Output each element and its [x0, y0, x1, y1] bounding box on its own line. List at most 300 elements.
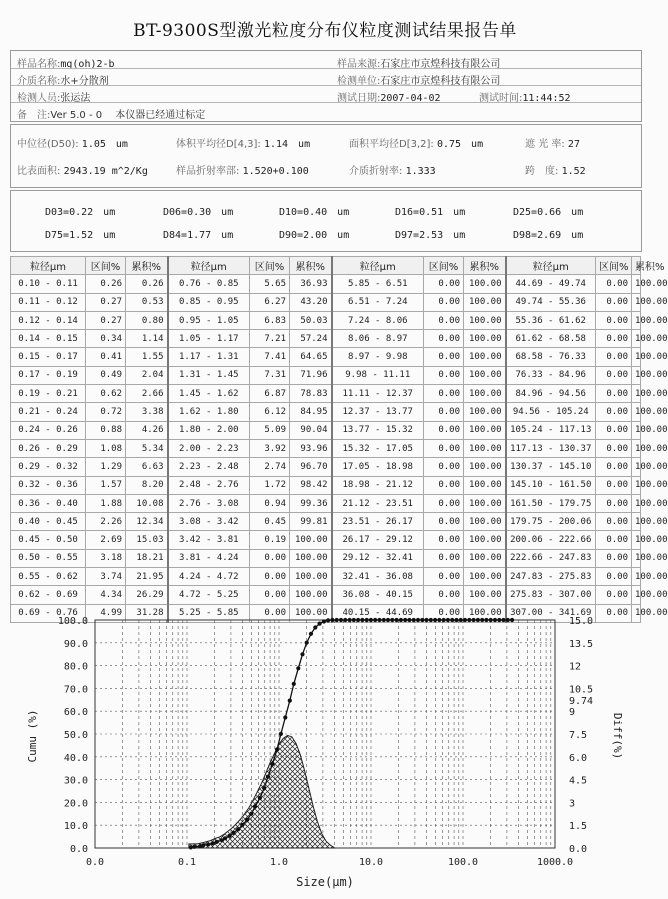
table-row	[11, 366, 641, 384]
cumulative-point	[454, 618, 458, 622]
size-range-cell: 0.10 - 0.11	[11, 275, 86, 293]
y2-tick-label: 12	[569, 661, 582, 673]
interval-percent-cell: 0.00	[424, 275, 464, 293]
cumulative-point	[305, 641, 309, 645]
size-range-cell: 49.74 - 55.36	[506, 293, 596, 311]
cumulative-point	[189, 845, 193, 849]
size-range-cell: 2.76 - 3.08	[168, 494, 250, 512]
size-range-cell: 0.12 - 0.14	[11, 311, 86, 329]
interval-percent-cell: 0.00	[596, 458, 632, 476]
cumulative-percent-cell: 100.00	[464, 330, 506, 348]
size-range-cell: 0.76 - 0.85	[168, 275, 250, 293]
size-range-cell: 0.95 - 1.05	[168, 311, 250, 329]
cumulative-point	[215, 840, 219, 844]
cumulative-point	[206, 842, 210, 846]
percentile-box	[10, 190, 642, 252]
cumulative-percent-cell: 100.00	[464, 439, 506, 457]
cumulative-point	[373, 618, 377, 622]
y2-tick-label: 9.74	[569, 695, 594, 707]
interval-percent-cell: 0.00	[424, 385, 464, 403]
x-tick-label: 1000.0	[536, 857, 574, 868]
cumulative-point	[429, 618, 433, 622]
percentile-value: 0.51 um	[419, 207, 466, 218]
size-range-cell: 0.45 - 0.50	[11, 531, 86, 549]
cumulative-percent-cell: 15.03	[126, 531, 168, 549]
size-range-cell: 8.97 - 9.98	[332, 348, 424, 366]
cumulative-percent-cell: 43.20	[290, 293, 332, 311]
interval-percent-cell: 0.00	[424, 311, 464, 329]
d50-stat	[17, 135, 128, 150]
header-cumulative: 累积%	[632, 257, 641, 275]
y-tick-label: 30.0	[63, 775, 88, 787]
size-range-cell: 130.37 - 145.10	[506, 458, 596, 476]
interval-percent-cell: 0.00	[424, 403, 464, 421]
percentile-value: 1.77 um	[187, 230, 234, 241]
diff-distribution-area	[189, 735, 335, 848]
size-range-cell: 29.12 - 32.41	[332, 549, 424, 567]
cumulative-percent-cell: 100.00	[464, 476, 506, 494]
size-range-cell: 8.06 - 8.97	[332, 330, 424, 348]
interval-percent-cell: 0.00	[596, 586, 632, 604]
ssa-stat	[17, 162, 148, 177]
cumulative-percent-cell: 100.00	[464, 604, 506, 622]
interval-percent-cell: 0.00	[424, 366, 464, 384]
cumulative-percent-cell: 100.00	[464, 586, 506, 604]
d32-label: 面积平均径D[3,2]:	[349, 139, 434, 150]
interval-percent-cell: 0.00	[424, 586, 464, 604]
test-unit: 石家庄市京煌科技有限公司	[380, 76, 501, 87]
table-row	[11, 476, 641, 494]
size-range-cell: 17.05 - 18.98	[332, 458, 424, 476]
cumulative-percent-cell: 100.00	[632, 549, 641, 567]
percentile-d03	[45, 203, 115, 218]
span-stat	[525, 162, 586, 177]
cumulative-point	[463, 618, 467, 622]
header-size: 粒径μm	[506, 257, 596, 275]
interval-percent-cell: 3.74	[86, 568, 126, 586]
cumulative-percent-cell: 99.36	[290, 494, 332, 512]
cumulative-percent-cell: 98.42	[290, 476, 332, 494]
y2-tick-label: 0.0	[569, 844, 588, 855]
y2-tick-label: 9	[569, 707, 576, 719]
cumulative-percent-cell: 100.00	[290, 568, 332, 586]
size-range-cell: 44.69 - 49.74	[506, 275, 596, 293]
cumulative-point	[201, 843, 205, 847]
size-range-cell: 1.62 - 1.80	[168, 403, 250, 421]
size-range-cell: 2.00 - 2.23	[168, 439, 250, 457]
cumulative-percent-cell: 100.00	[290, 549, 332, 567]
interval-percent-cell: 0.00	[424, 513, 464, 531]
size-range-cell: 40.15 - 44.69	[332, 604, 424, 622]
span-label: 跨 度:	[525, 166, 559, 177]
cumulative-point	[420, 618, 424, 622]
cumulative-percent-cell: 100.00	[290, 531, 332, 549]
percentile-d98	[513, 226, 583, 241]
size-range-cell: 26.17 - 29.12	[332, 531, 424, 549]
size-range-cell: 11.11 - 12.37	[332, 385, 424, 403]
interval-percent-cell: 0.62	[86, 385, 126, 403]
cumulative-point	[296, 666, 300, 670]
cumulative-percent-cell: 100.00	[464, 421, 506, 439]
table-header-row	[11, 257, 641, 275]
sample-source-label: 样品来源:	[337, 59, 381, 70]
cumulative-percent-cell: 100.00	[632, 385, 641, 403]
obscuration-stat	[525, 135, 580, 150]
y2-tick-label: 13.5	[569, 638, 594, 650]
cumulative-percent-cell: 0.53	[126, 293, 168, 311]
cumulative-percent-cell: 100.00	[464, 458, 506, 476]
cumulative-percent-cell: 100.00	[632, 275, 641, 293]
percentile-label: D03=	[45, 207, 70, 218]
cumulative-percent-cell: 96.70	[290, 458, 332, 476]
ssa-value: 2943.19 m^2/Kg	[63, 166, 148, 177]
cumulative-point	[266, 775, 270, 779]
size-range-cell: 94.56 - 105.24	[506, 403, 596, 421]
size-range-cell: 0.36 - 0.40	[11, 494, 86, 512]
cumulative-point	[476, 618, 480, 622]
cumulative-percent-cell: 8.20	[126, 476, 168, 494]
cumulative-percent-cell: 99.81	[290, 513, 332, 531]
d32-stat	[349, 135, 483, 150]
d32-value: 0.75 um	[436, 139, 484, 150]
percentile-value: 2.53 um	[419, 230, 466, 241]
size-range-cell: 1.80 - 2.00	[168, 421, 250, 439]
interval-percent-cell: 0.00	[250, 549, 290, 567]
tester: 张运法	[60, 93, 91, 104]
interval-percent-cell: 3.18	[86, 549, 126, 567]
cumulative-percent-cell: 2.66	[126, 385, 168, 403]
percentile-label: D16=	[395, 207, 420, 218]
table-row	[11, 513, 641, 531]
interval-percent-cell: 0.00	[596, 275, 632, 293]
size-range-cell: 0.15 - 0.17	[11, 348, 86, 366]
interval-percent-cell: 0.00	[424, 568, 464, 586]
cumulative-point	[424, 618, 428, 622]
cumulative-percent-cell: 50.03	[290, 311, 332, 329]
cumulative-point	[377, 618, 381, 622]
cumulative-point	[356, 618, 360, 622]
interval-percent-cell: 0.00	[596, 348, 632, 366]
cumulative-point	[335, 618, 339, 622]
y-tick-label: 70.0	[63, 684, 88, 696]
size-range-cell: 0.32 - 0.36	[11, 476, 86, 494]
cumulative-percent-cell: 100.00	[632, 458, 641, 476]
cumulative-point	[493, 618, 497, 622]
cumulative-percent-cell: 100.00	[632, 513, 641, 531]
cumulative-point	[459, 618, 463, 622]
cumulative-percent-cell: 100.00	[464, 549, 506, 567]
cumulative-point	[249, 812, 253, 816]
cumulative-point	[227, 834, 231, 838]
y-axis-label: Cumu (%)	[26, 709, 39, 763]
header-size: 粒径μm	[332, 257, 424, 275]
sample-name-label: 样品名称:	[17, 59, 61, 70]
cumulative-percent-cell: 100.00	[632, 348, 641, 366]
size-range-cell: 0.50 - 0.55	[11, 549, 86, 567]
interval-percent-cell: 0.88	[86, 421, 126, 439]
cumulative-point	[283, 715, 287, 719]
cumulative-percent-cell: 36.93	[290, 275, 332, 293]
size-range-cell: 13.77 - 15.32	[332, 421, 424, 439]
sample-ri-stat	[176, 162, 309, 177]
percentile-d97	[395, 226, 465, 241]
y2-tick-label: 15.0	[569, 616, 594, 627]
interval-percent-cell: 0.49	[86, 366, 126, 384]
size-range-cell: 117.13 - 130.37	[506, 439, 596, 457]
cumulative-percent-cell: 0.80	[126, 311, 168, 329]
cumulative-point	[407, 618, 411, 622]
size-range-cell: 2.23 - 2.48	[168, 458, 250, 476]
cumulative-point	[352, 618, 356, 622]
distribution-table	[10, 256, 668, 623]
size-range-cell: 161.50 - 179.75	[506, 494, 596, 512]
size-range-cell: 0.17 - 0.19	[11, 366, 86, 384]
header-interval: 区间%	[424, 257, 464, 275]
cumulative-point	[270, 762, 274, 766]
cumulative-percent-cell: 64.65	[290, 348, 332, 366]
percentile-value: 2.00 um	[303, 230, 350, 241]
tester-label: 检测人员:	[17, 93, 61, 104]
percentile-value: 0.22 um	[69, 207, 116, 218]
cumulative-percent-cell: 100.00	[464, 494, 506, 512]
size-range-cell: 68.58 - 76.33	[506, 348, 596, 366]
size-range-cell: 0.40 - 0.45	[11, 513, 86, 531]
percentile-label: D06=	[163, 207, 188, 218]
cumulative-point	[510, 618, 514, 622]
interval-percent-cell: 0.00	[424, 293, 464, 311]
percentile-value: 0.30 um	[187, 207, 234, 218]
size-range-cell: 3.08 - 3.42	[168, 513, 250, 531]
interval-percent-cell: 2.74	[250, 458, 290, 476]
interval-percent-cell: 1.88	[86, 494, 126, 512]
table-row	[11, 549, 641, 567]
size-range-cell: 23.51 - 26.17	[332, 513, 424, 531]
interval-percent-cell: 0.00	[596, 385, 632, 403]
size-range-cell: 0.62 - 0.69	[11, 586, 86, 604]
sample-name: mg(oh)2-b	[60, 59, 115, 70]
span-value: 1.52	[561, 166, 586, 177]
table-row	[11, 385, 641, 403]
size-range-cell: 5.85 - 6.51	[332, 275, 424, 293]
obscuration-label: 遮 光 率:	[525, 139, 565, 150]
interval-percent-cell: 0.26	[86, 275, 126, 293]
cumulative-point	[240, 823, 244, 827]
cumulative-point	[231, 831, 235, 835]
cumulative-point	[348, 618, 352, 622]
interval-percent-cell: 0.00	[424, 439, 464, 457]
cumulative-point	[253, 804, 257, 808]
size-range-cell: 55.36 - 61.62	[506, 311, 596, 329]
interval-percent-cell: 0.00	[250, 568, 290, 586]
interval-percent-cell: 5.65	[250, 275, 290, 293]
size-range-cell: 7.24 - 8.06	[332, 311, 424, 329]
cumulative-point	[467, 618, 471, 622]
cumulative-point	[262, 786, 266, 790]
y-tick-label: 50.0	[63, 730, 88, 741]
interval-percent-cell: 0.00	[424, 330, 464, 348]
interval-percent-cell: 4.34	[86, 586, 126, 604]
size-range-cell: 105.24 - 117.13	[506, 421, 596, 439]
cumulative-point	[279, 732, 283, 736]
interval-percent-cell: 5.09	[250, 421, 290, 439]
medium-label: 介质名称:	[17, 76, 61, 87]
cumulative-percent-cell: 78.83	[290, 385, 332, 403]
cumulative-point	[386, 618, 390, 622]
cumulative-point	[211, 841, 215, 845]
cumulative-point	[326, 618, 330, 622]
header-size: 粒径μm	[11, 257, 86, 275]
interval-percent-cell: 0.00	[596, 421, 632, 439]
cumulative-percent-cell: 100.00	[464, 531, 506, 549]
table-row	[11, 439, 641, 457]
cumulative-percent-cell: 100.00	[290, 586, 332, 604]
x-tick-label: 10.0	[358, 857, 384, 868]
size-range-cell: 12.37 - 13.77	[332, 403, 424, 421]
percentile-label: D25=	[513, 207, 538, 218]
cumulative-point	[497, 618, 501, 622]
interval-percent-cell: 2.26	[86, 513, 126, 531]
cumulative-percent-cell: 1.55	[126, 348, 168, 366]
cumulative-point	[437, 618, 441, 622]
y2-tick-label: 6.0	[569, 752, 588, 764]
y-tick-label: 10.0	[63, 821, 88, 833]
size-range-cell: 6.51 - 7.24	[332, 293, 424, 311]
table-row	[11, 348, 641, 366]
size-range-cell: 61.62 - 68.58	[506, 330, 596, 348]
size-range-cell: 15.32 - 17.05	[332, 439, 424, 457]
cumulative-percent-cell: 100.00	[464, 385, 506, 403]
table-row	[11, 293, 641, 311]
header-interval: 区间%	[86, 257, 126, 275]
x-tick-label: 0.1	[177, 857, 197, 868]
y-tick-label: 0.0	[69, 844, 88, 855]
header-cumulative: 累积%	[290, 257, 332, 275]
cumulative-point	[318, 622, 322, 626]
cumulative-percent-cell: 100.00	[464, 293, 506, 311]
cumulative-percent-cell: 4.26	[126, 421, 168, 439]
size-range-cell: 179.75 - 200.06	[506, 513, 596, 531]
cumulative-percent-cell: 57.24	[290, 330, 332, 348]
cumulative-percent-cell: 1.14	[126, 330, 168, 348]
size-range-cell: 222.66 - 247.83	[506, 549, 596, 567]
interval-percent-cell: 6.12	[250, 403, 290, 421]
table-row	[11, 531, 641, 549]
percentile-d25	[513, 203, 583, 218]
cumulative-percent-cell: 100.00	[632, 586, 641, 604]
size-range-cell: 5.25 - 5.85	[168, 604, 250, 622]
interval-percent-cell: 0.00	[596, 366, 632, 384]
cumulative-point	[192, 845, 196, 849]
interval-percent-cell: 0.00	[596, 330, 632, 348]
cumulative-percent-cell: 100.00	[464, 568, 506, 586]
y-tick-label: 80.0	[63, 661, 88, 673]
cumulative-percent-cell: 100.00	[464, 348, 506, 366]
sample-ri-label: 样品折射率部:	[176, 166, 240, 177]
size-range-cell: 0.11 - 0.12	[11, 293, 86, 311]
interval-percent-cell: 0.27	[86, 293, 126, 311]
header-size: 粒径μm	[168, 257, 250, 275]
cumulative-percent-cell: 0.26	[126, 275, 168, 293]
size-range-cell: 84.96 - 94.56	[506, 385, 596, 403]
interval-percent-cell: 2.69	[86, 531, 126, 549]
percentile-d06	[163, 203, 233, 218]
test-date: 2007-04-02	[380, 93, 441, 104]
interval-percent-cell: 7.31	[250, 366, 290, 384]
cumulative-percent-cell: 93.96	[290, 439, 332, 457]
cumulative-point	[258, 796, 262, 800]
percentile-value: 0.40 um	[303, 207, 350, 218]
cumulative-percent-cell: 6.63	[126, 458, 168, 476]
y-tick-label: 20.0	[63, 798, 88, 810]
cumulative-percent-cell: 5.34	[126, 439, 168, 457]
cumulative-percent-cell: 100.00	[632, 330, 641, 348]
interval-percent-cell: 1.72	[250, 476, 290, 494]
size-range-cell: 9.98 - 11.11	[332, 366, 424, 384]
cumulative-point	[322, 619, 326, 623]
percentile-value: 1.52 um	[69, 230, 116, 241]
interval-percent-cell: 1.29	[86, 458, 126, 476]
cumulative-percent-cell: 100.00	[632, 531, 641, 549]
interval-percent-cell: 0.45	[250, 513, 290, 531]
ssa-label: 比表面积:	[17, 166, 61, 177]
cumulative-point	[313, 625, 317, 629]
interval-percent-cell: 0.00	[596, 403, 632, 421]
cumulative-point	[446, 618, 450, 622]
cumulative-point	[489, 618, 493, 622]
interval-percent-cell: 0.94	[250, 494, 290, 512]
size-range-cell: 2.48 - 2.76	[168, 476, 250, 494]
cumulative-percent-cell: 100.00	[632, 494, 641, 512]
size-range-cell: 275.83 - 307.00	[506, 586, 596, 604]
y-tick-label: 100.0	[57, 616, 88, 627]
test-date-label: 测试日期:	[337, 93, 381, 104]
cumulative-point	[300, 652, 304, 656]
table-row	[11, 458, 641, 476]
medium-ri-stat	[349, 162, 436, 177]
size-range-cell: 36.08 - 40.15	[332, 586, 424, 604]
sample-source: 石家庄市京煌科技有限公司	[380, 59, 501, 70]
cumulative-point	[369, 618, 373, 622]
test-time-label: 测试时间:	[479, 93, 523, 104]
size-range-cell: 1.45 - 1.62	[168, 385, 250, 403]
percentile-label: D90=	[279, 230, 304, 241]
table-row	[11, 586, 641, 604]
interval-percent-cell: 0.00	[596, 549, 632, 567]
size-range-cell: 0.69 - 0.76	[11, 604, 86, 622]
x-axis-label: Size(μm)	[296, 875, 354, 889]
y2-tick-label: 3	[569, 798, 576, 810]
interval-percent-cell: 0.00	[596, 476, 632, 494]
cumulative-percent-cell: 100.00	[290, 604, 332, 622]
interval-percent-cell: 0.00	[424, 421, 464, 439]
table-row	[11, 330, 641, 348]
size-range-cell: 145.10 - 161.50	[506, 476, 596, 494]
cumulative-percent-cell: 100.00	[464, 311, 506, 329]
cumulative-point	[365, 618, 369, 622]
interval-percent-cell: 0.00	[424, 604, 464, 622]
cumulative-percent-cell: 18.21	[126, 549, 168, 567]
cumulative-point	[360, 618, 364, 622]
cumulative-point	[275, 747, 279, 751]
size-range-cell: 3.81 - 4.24	[168, 549, 250, 567]
cumulative-percent-cell: 100.00	[464, 513, 506, 531]
sample-ri-value: 1.520+0.100	[242, 166, 309, 177]
interval-percent-cell: 4.99	[86, 604, 126, 622]
cumulative-point	[330, 618, 334, 622]
size-range-cell: 3.42 - 3.81	[168, 531, 250, 549]
report-title: BT-9300S型激光粒度分布仪粒度测试结果报告单	[133, 21, 517, 41]
header-interval: 区间%	[250, 257, 290, 275]
